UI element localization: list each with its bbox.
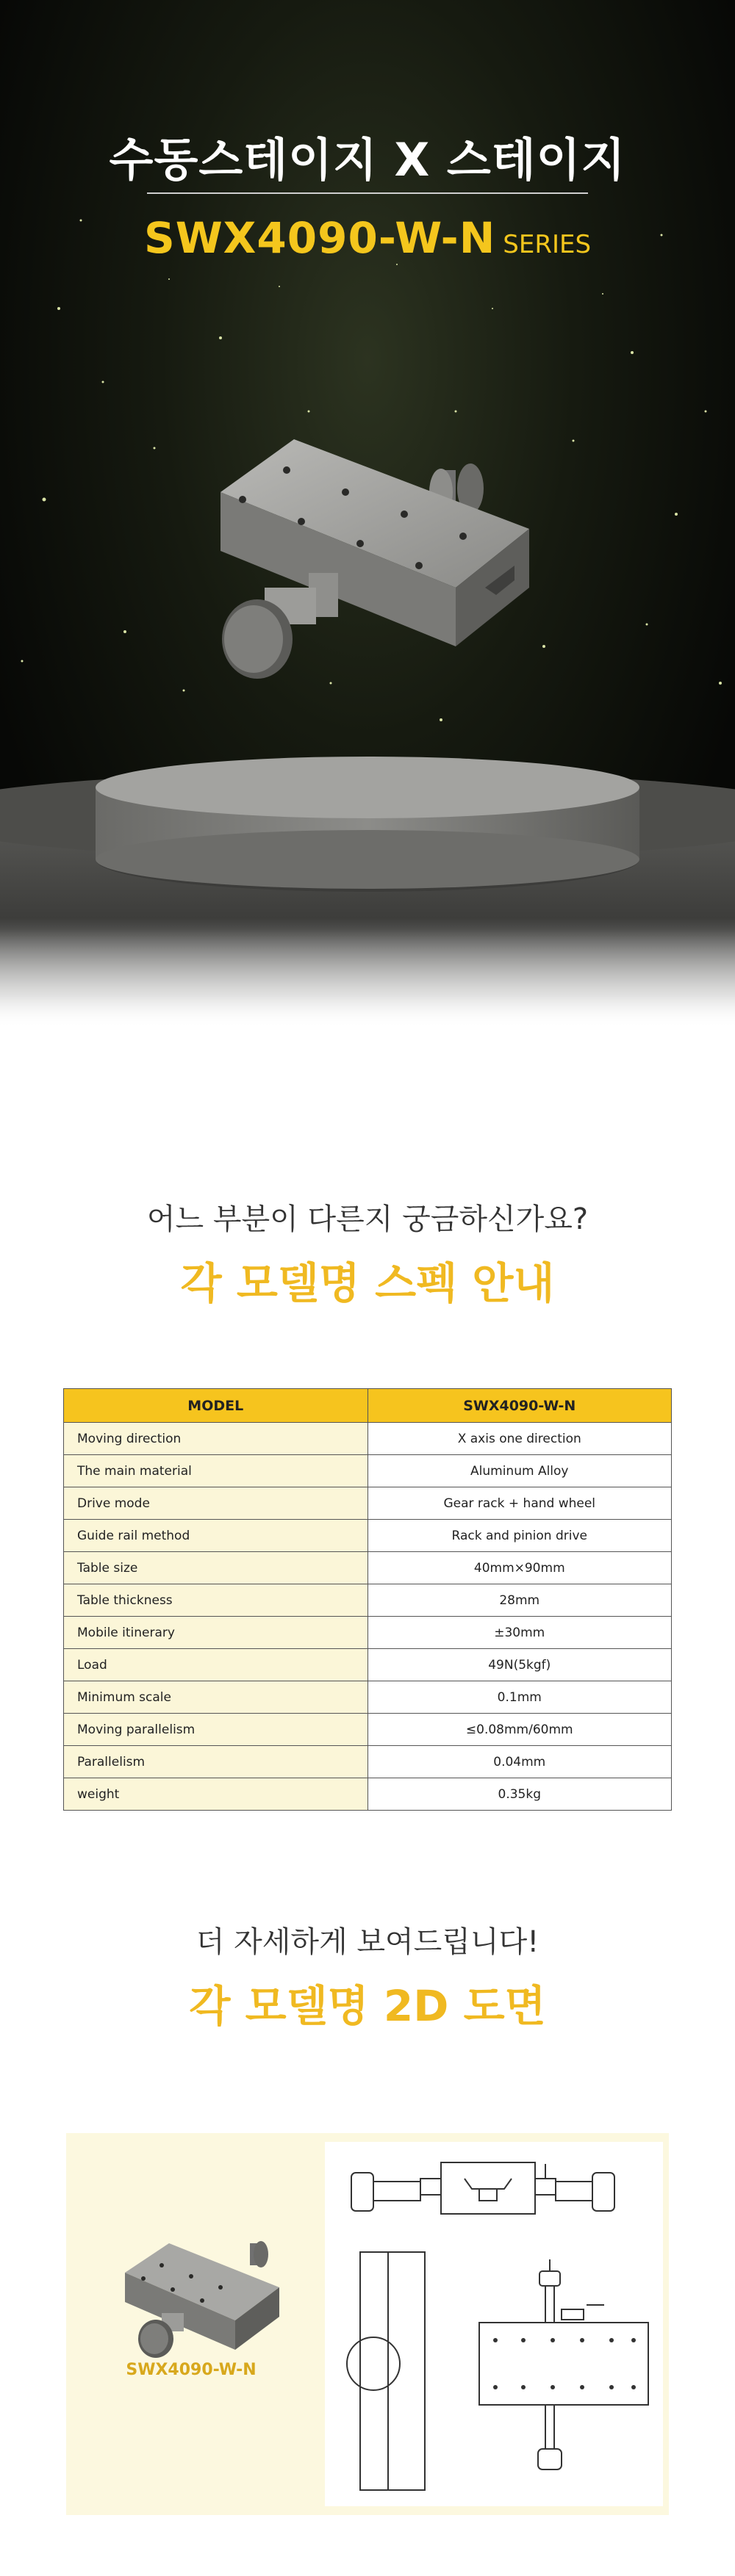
2d-drawing: [325, 2142, 663, 2506]
spec-question: 어느 부분이 다른지 궁금하신가요?: [146, 1202, 589, 1236]
spec-value: Aluminum Alloy: [368, 1455, 672, 1487]
drawing-heading: 각 모델명 2D 도면: [189, 1981, 546, 2031]
spec-label: Mobile itinerary: [64, 1617, 368, 1649]
spec-label: weight: [64, 1778, 368, 1811]
spec-table: [63, 1388, 672, 1811]
hero-series: SERIES: [503, 230, 592, 259]
table-row: [64, 1423, 672, 1455]
spec-label: The main material: [64, 1455, 368, 1487]
spec-value: ±30mm: [368, 1617, 672, 1649]
spec-value: 0.35kg: [368, 1778, 672, 1811]
table-row: [64, 1778, 672, 1811]
spec-label: Table thickness: [64, 1584, 368, 1617]
drawing-question: 더 자세하게 보여드립니다!: [196, 1925, 539, 1959]
table-row: [64, 1552, 672, 1584]
table-row: [64, 1487, 672, 1520]
drawing-model-label: SWX4090-W-N: [126, 2361, 257, 2379]
stage-product-illustration: [220, 439, 529, 679]
spec-value: 49N(5kgf): [368, 1649, 672, 1681]
table-row: [64, 1584, 672, 1617]
technical-drawing: [325, 2142, 663, 2506]
table-row: [64, 1714, 672, 1746]
spec-label: Guide rail method: [64, 1520, 368, 1552]
hero-banner: [0, 0, 735, 1028]
spec-value: Rack and pinion drive: [368, 1520, 672, 1552]
product-thumbnail: [110, 2229, 294, 2361]
hero-model-line: [0, 213, 735, 263]
spec-label: Load: [64, 1649, 368, 1681]
spec-label: Drive mode: [64, 1487, 368, 1520]
spec-header-value: SWX4090-W-N: [368, 1389, 672, 1423]
spec-label: Minimum scale: [64, 1681, 368, 1714]
spec-value: 0.04mm: [368, 1746, 672, 1778]
table-row: [64, 1746, 672, 1778]
table-row: [64, 1649, 672, 1681]
spec-label: Moving direction: [64, 1423, 368, 1455]
hero-divider: [147, 192, 588, 194]
spec-value: ≤0.08mm/60mm: [368, 1714, 672, 1746]
spec-value: X axis one direction: [368, 1423, 672, 1455]
spec-heading: 각 모델명 스펙 안내: [180, 1258, 555, 1308]
spec-label: Table size: [64, 1552, 368, 1584]
spec-value: 28mm: [368, 1584, 672, 1617]
table-row: [64, 1681, 672, 1714]
spec-value: Gear rack + hand wheel: [368, 1487, 672, 1520]
spec-value: 40mm×90mm: [368, 1552, 672, 1584]
hero-model: SWX4090-W-N: [143, 213, 496, 263]
spec-label: Parallelism: [64, 1746, 368, 1778]
table-row: [64, 1455, 672, 1487]
table-row: [64, 1520, 672, 1552]
table-row: [64, 1617, 672, 1649]
drawing-panel: [66, 2133, 669, 2515]
spec-value: 0.1mm: [368, 1681, 672, 1714]
spec-header-row: [64, 1389, 672, 1423]
spec-label: Moving parallelism: [64, 1714, 368, 1746]
hero-title: 수동스테이지 X 스테이지: [109, 133, 626, 187]
spec-header-label: MODEL: [64, 1389, 368, 1423]
